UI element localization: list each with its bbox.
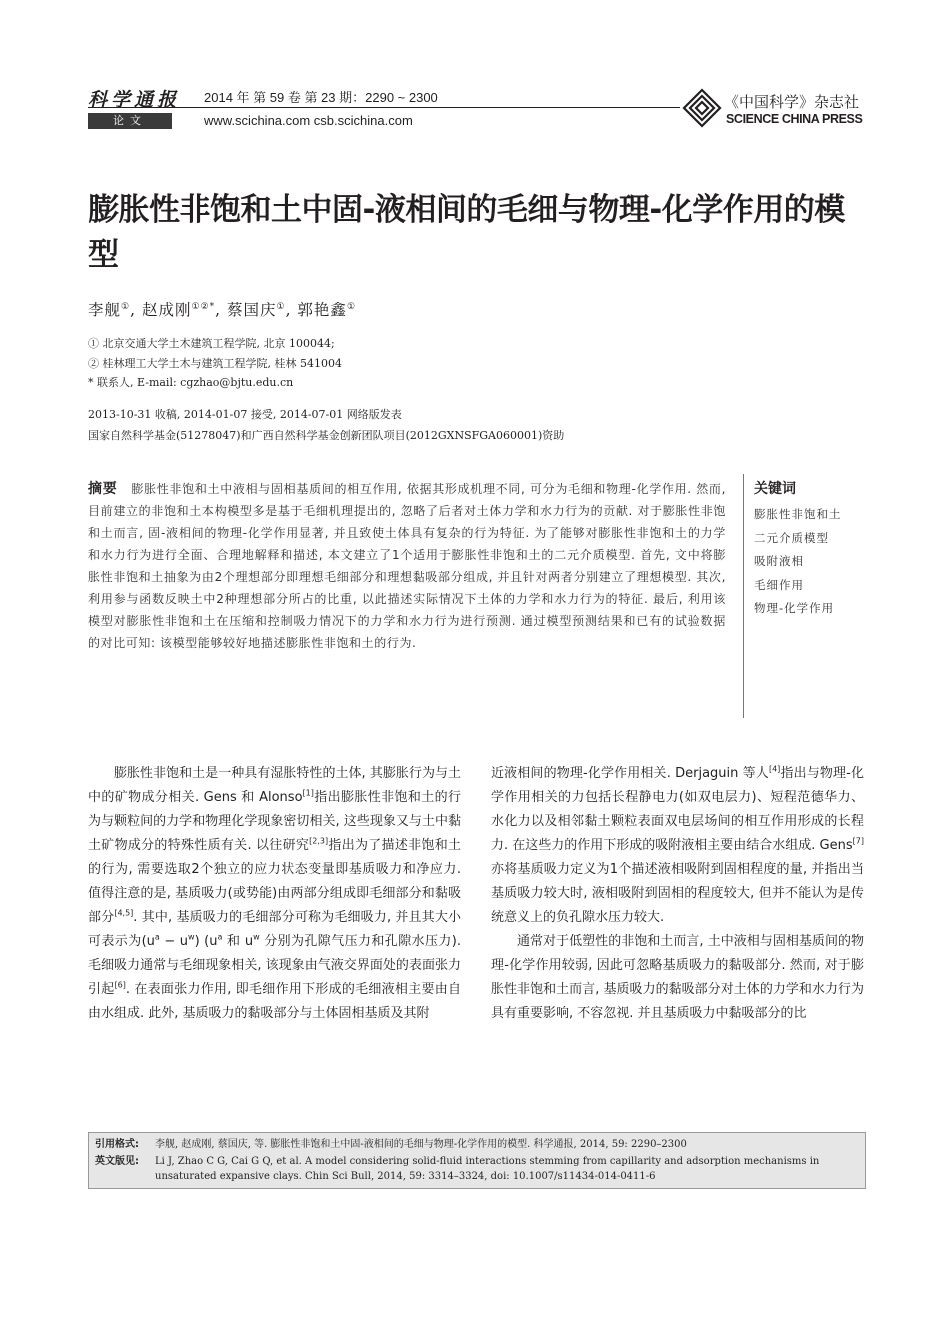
- affiliation-1: ① 北京交通大学土木建筑工程学院, 北京 100044;: [88, 337, 335, 350]
- body-text: . 在表面张力作用, 即毛细作用下形成的毛细液相主要由自由水组成. 此外, 基质吸力的黏吸部分与土体固相基质及其附: [88, 982, 461, 1021]
- article-title: 膨胀性非饱和土中固-液相间的毛细与物理-化学作用的模型: [88, 192, 845, 273]
- body-text: 指出膨胀性非饱和土的行为与颗粒间的力学和物理化学现象密切相关, 这些现象又与土中黏土矿物成分的特殊性质有关. 以往研究: [88, 790, 461, 853]
- citation-ref[interactable]: [2,3]: [309, 836, 329, 846]
- author-name: 赵成刚: [141, 301, 192, 319]
- citation-ref[interactable]: [7]: [852, 836, 864, 846]
- symbol-superscript: w: [253, 932, 260, 942]
- press-name-en: SCIENCE CHINA PRESS: [726, 112, 863, 126]
- diamond-emblem-icon: [682, 88, 722, 128]
- author-name: 蔡国庆: [226, 301, 277, 319]
- symbol-superscript: a: [217, 932, 223, 942]
- affiliation-2: ② 桂林理工大学土木与建筑工程学院, 桂林 541004: [88, 357, 342, 370]
- symbol-superscript: w: [188, 932, 195, 942]
- author-name: 郭艳鑫: [297, 301, 347, 319]
- section-tag: 论文: [88, 113, 172, 129]
- body-text: 和 u: [222, 934, 254, 949]
- abstract: [88, 478, 726, 654]
- body-text: 膨胀性非饱和土是一种具有湿胀特性的土体, 其膨胀行为与土中的矿物成分相关. Gens 和 Alonso: [88, 766, 461, 805]
- journal-name: 科学通报: [88, 89, 181, 111]
- author-name: 李舰: [88, 301, 122, 319]
- author-separator: ,: [285, 301, 298, 319]
- body-paragraph: [491, 762, 864, 930]
- body-paragraph: 通常对于低塑性的非饱和土而言, 土中液相与固相基质间的物理-化学作用较弱, 因此可忽略基质吸力的黏吸部分. 然而, 对于膨胀性非饱和土而言, 基质吸力的黏吸部分对土体的力学和水力行为具有重要影响, 不容忽视. 并且基质吸力中黏吸部分的比: [491, 934, 864, 1021]
- citation-ref[interactable]: [6]: [114, 980, 126, 990]
- body-text: 亦将基质吸力定义为1个描述液相吸附到固相程度的量, 并指出当基质吸力较大时, 液相吸附到固相的程度较大, 但并不能认为是传统意义上的负孔隙水压力较大.: [491, 862, 864, 925]
- keyword-item: 吸附液相: [754, 554, 804, 568]
- issue-info: 2014 年 第 59 卷 第 23 期：2290 ~ 2300: [204, 90, 438, 105]
- body-text: 近液相间的物理-化学作用相关. Derjaguin 等人: [491, 766, 769, 781]
- author-marks: ①: [121, 301, 131, 312]
- citation-cn-label: 引用格式:: [95, 1139, 139, 1150]
- contact-email: * 联系人, E-mail: cgzhao@bjtu.edu.cn: [88, 376, 294, 389]
- body-column-left: [88, 762, 461, 1026]
- abstract-text: 膨胀性非饱和土中液相与固相基质间的相互作用, 依据其形成机理不同, 可分为毛细和物理-化学作用. 然而, 目前建立的非饱和土本构模型多是基于毛细机理提出的, 忽略了后者对土体力学和水力行为的贡献. 对于膨胀性非饱和土而言, 固-液相间的物理-化学作用显著, 并且致使土体具有复杂的行为特征. 为了能够对膨胀性非饱和土的力学和水力行为进行全面、合理地解释和描述, 本文建立了1个适用于膨胀性非饱和土的二元介质模型. 首先, 文中将膨胀性非饱和土抽象为由2个理想部分即理想毛细部分和理想黏吸部分组成, 并且针对两者分别建立了理想模型. 其次, 利用参与函数反映土中2种理想部分所占的比重, 以此描述实际情况下土体的力学和水力行为的特征. 最后, 利用该模型对膨胀性非饱和土在压缩和控制吸力情况下的力学和水力行为进行预测. 通过模型预测结果和已有的试验数据的对比可知: 该模型能够较好地描述膨胀性非饱和土的行为.: [88, 482, 726, 650]
- citation-en-text: Li J, Zhao C G, Cai G Q, et al. A model considering solid-fluid interactions stemming from capillarity and adsorption mechanisms in unsaturated expansive clays. Chin Sci Bull, 2014, 59: 3314–3324, doi: 10.1007/s11434-014-0411-6: [155, 1156, 820, 1182]
- citation-ref[interactable]: [4,5]: [114, 908, 134, 918]
- body-text: ) (u: [194, 934, 218, 949]
- body-text: 分别为孔隙气压力和孔隙水压力). 毛细吸力通常与毛细现象相关, 该现象由气液交界面处的表面张力引起: [88, 934, 462, 997]
- author-list: [88, 298, 356, 320]
- citation-ref[interactable]: [4]: [768, 764, 781, 774]
- keyword-item: 毛细作用: [754, 577, 804, 592]
- author-marks: ①: [346, 301, 357, 312]
- body-text: 指出为了描述非饱和土的行为, 需要选取2个独立的应力状态变量即基质吸力和净应力. 值得注意的是, 基质吸力(或势能)由两部分组成即毛细部分和黏吸部分: [88, 838, 461, 925]
- abstract-label: 摘要: [88, 481, 118, 497]
- header-rule: [88, 107, 680, 108]
- keyword-item: 物理-化学作用: [754, 601, 835, 615]
- citation-en-label: 英文版见:: [95, 1156, 139, 1167]
- journal-urls: www.scichina.com csb.scichina.com: [204, 113, 413, 128]
- citation-ref[interactable]: [1]: [302, 788, 314, 798]
- press-name-cn: 《中国科学》杂志社: [724, 93, 860, 111]
- body-text: . 其中, 基质吸力的毛细部分可称为毛细吸力, 并且其大小可表示为(u: [88, 910, 461, 949]
- author-separator: ,: [130, 301, 142, 319]
- citation-cn-text: 李舰, 赵成刚, 蔡国庆, 等. 膨胀性非饱和土中固-液相间的毛细与物理-化学作用的模型. 科学通报, 2014, 59: 2290–2300: [155, 1139, 687, 1150]
- author-marks: ①②*: [191, 301, 216, 312]
- symbol-superscript: a: [154, 932, 160, 942]
- author-marks: ①: [276, 301, 286, 312]
- funding-note: 国家自然科学基金(51278047)和广西自然科学基金创新团队项目(2012GXNSFGA060001)资助: [88, 429, 565, 442]
- body-text: 指出与物理-化学作用相关的力包括长程静电力(如双电层力)、短程范德华力、水化力以及相邻黏土颗粒表面双电层场间的相互作用形成的长程力. 在这些力的作用下形成的吸附液相主要由结合水组成. Gens: [491, 766, 864, 853]
- keyword-item: 二元介质模型: [754, 530, 829, 545]
- author-separator: ,: [215, 301, 227, 319]
- keyword-item: 膨胀性非饱和土: [754, 507, 842, 521]
- body-column-right: [491, 762, 864, 1026]
- citation-box: [88, 1132, 866, 1189]
- body-text: − u: [159, 934, 189, 949]
- keyword-list: [754, 503, 842, 621]
- body-paragraph: [88, 762, 461, 1026]
- submission-dates: 2013-10-31 收稿, 2014-01-07 接受, 2014-07-01 网络版发表: [88, 408, 402, 421]
- keywords-label: 关键词: [754, 481, 796, 497]
